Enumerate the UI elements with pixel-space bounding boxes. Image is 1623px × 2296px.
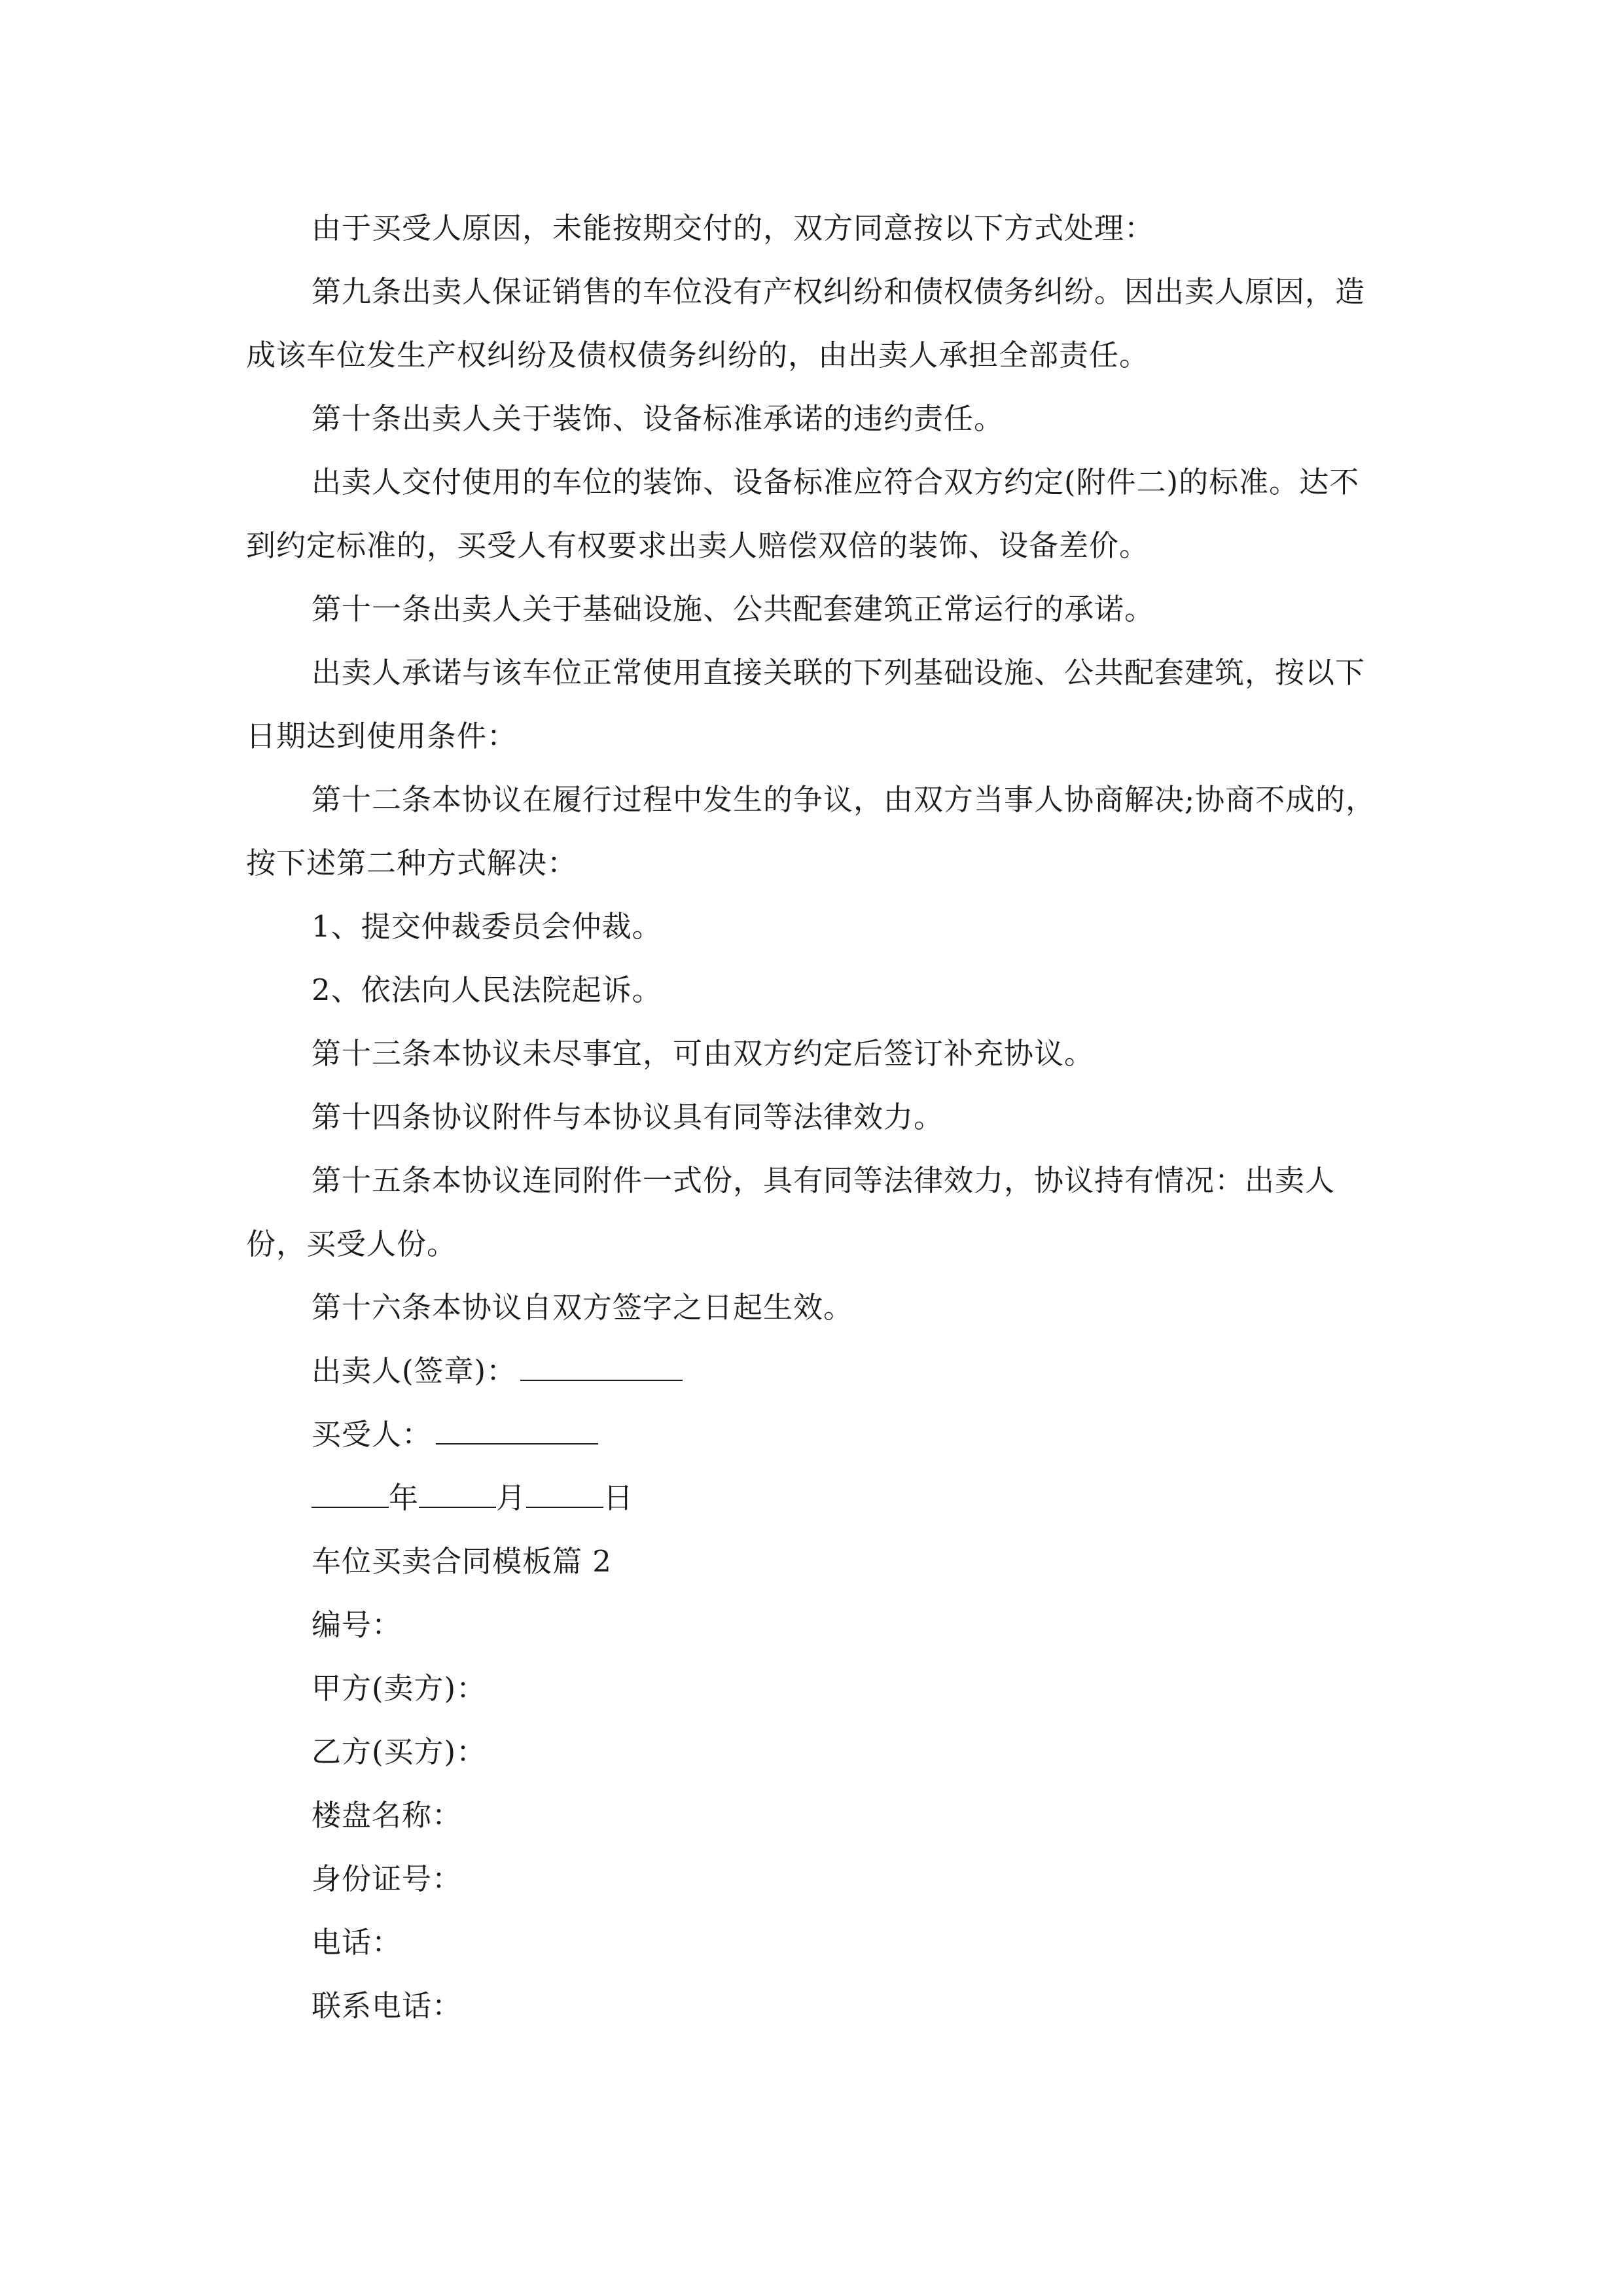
paragraph-article-15: 第十五条本协议连同附件一式份，具有同等法律效力，协议持有情况：出卖人份，买受人份。 — [246, 1163, 1336, 1261]
paragraph-option-court: 2、依法向人民法院起诉。 — [312, 973, 662, 1007]
field-party-a: 甲方(卖方)： — [312, 1671, 487, 1706]
field-phone: 电话： — [312, 1925, 402, 1960]
field-party-b: 乙方(买方)： — [312, 1734, 487, 1769]
buyer-signature-line — [246, 1403, 1385, 1466]
buyer-signature-label: 买受人： — [312, 1417, 433, 1452]
field-id-number: 身份证号： — [312, 1861, 463, 1896]
buyer-signature-blank — [436, 1414, 598, 1444]
paragraph-article-10: 第十条出卖人关于装饰、设备标准承诺的违约责任。 — [312, 401, 1005, 436]
paragraph-article-11: 第十一条出卖人关于基础设施、公共配套建筑正常运行的承诺。 — [312, 592, 1155, 626]
paragraph-article-9: 第九条出卖人保证销售的车位没有产权纠纷和债权债务纠纷。因出卖人原因，造成该车位发生产权纠纷及债权债务纠纷的，由出卖人承担全部责任。 — [246, 274, 1366, 372]
paragraph-article-14: 第十四条协议附件与本协议具有同等法律效力。 — [312, 1100, 944, 1134]
month-blank — [419, 1478, 496, 1508]
paragraph-delay-handling: 由于买受人原因，未能按期交付的，双方同意按以下方式处理： — [312, 211, 1155, 245]
paragraph-infrastructure-promise: 出卖人承诺与该车位正常使用直接关联的下列基础设施、公共配套建筑，按以下日期达到使用条件： — [246, 655, 1366, 753]
day-blank — [526, 1478, 603, 1508]
paragraph-option-arbitration: 1、提交仲裁委员会仲裁。 — [312, 909, 662, 944]
seller-signature-blank — [520, 1351, 683, 1381]
year-label: 年 — [389, 1480, 419, 1515]
year-blank — [312, 1478, 389, 1508]
date-line — [246, 1466, 1385, 1530]
seller-signature-label: 出卖人(签章)： — [312, 1354, 517, 1388]
day-label: 日 — [603, 1480, 634, 1515]
seller-signature-line — [246, 1339, 1385, 1403]
field-property-name: 楼盘名称： — [312, 1798, 463, 1833]
paragraph-article-16: 第十六条本协议自双方签字之日起生效。 — [312, 1290, 854, 1325]
paragraph-decoration-standard: 出卖人交付使用的车位的装饰、设备标准应符合双方约定(附件二)的标准。达不到约定标准的，买受人有权要求出卖人赔偿双倍的装饰、设备差价。 — [246, 465, 1360, 563]
field-contact-phone: 联系电话： — [312, 1988, 463, 2023]
section2-title: 车位买卖合同模板篇 2 — [312, 1544, 612, 1579]
month-label: 月 — [496, 1480, 527, 1515]
paragraph-article-12: 第十二条本协议在履行过程中发生的争议，由双方当事人协商解决;协商不成的，按下述第二种方式解决： — [246, 782, 1376, 880]
document-body — [246, 196, 1385, 2037]
paragraph-article-13: 第十三条本协议未尽事宜，可由双方约定后签订补充协议。 — [312, 1036, 1095, 1071]
field-serial-number: 编号： — [312, 1607, 402, 1642]
